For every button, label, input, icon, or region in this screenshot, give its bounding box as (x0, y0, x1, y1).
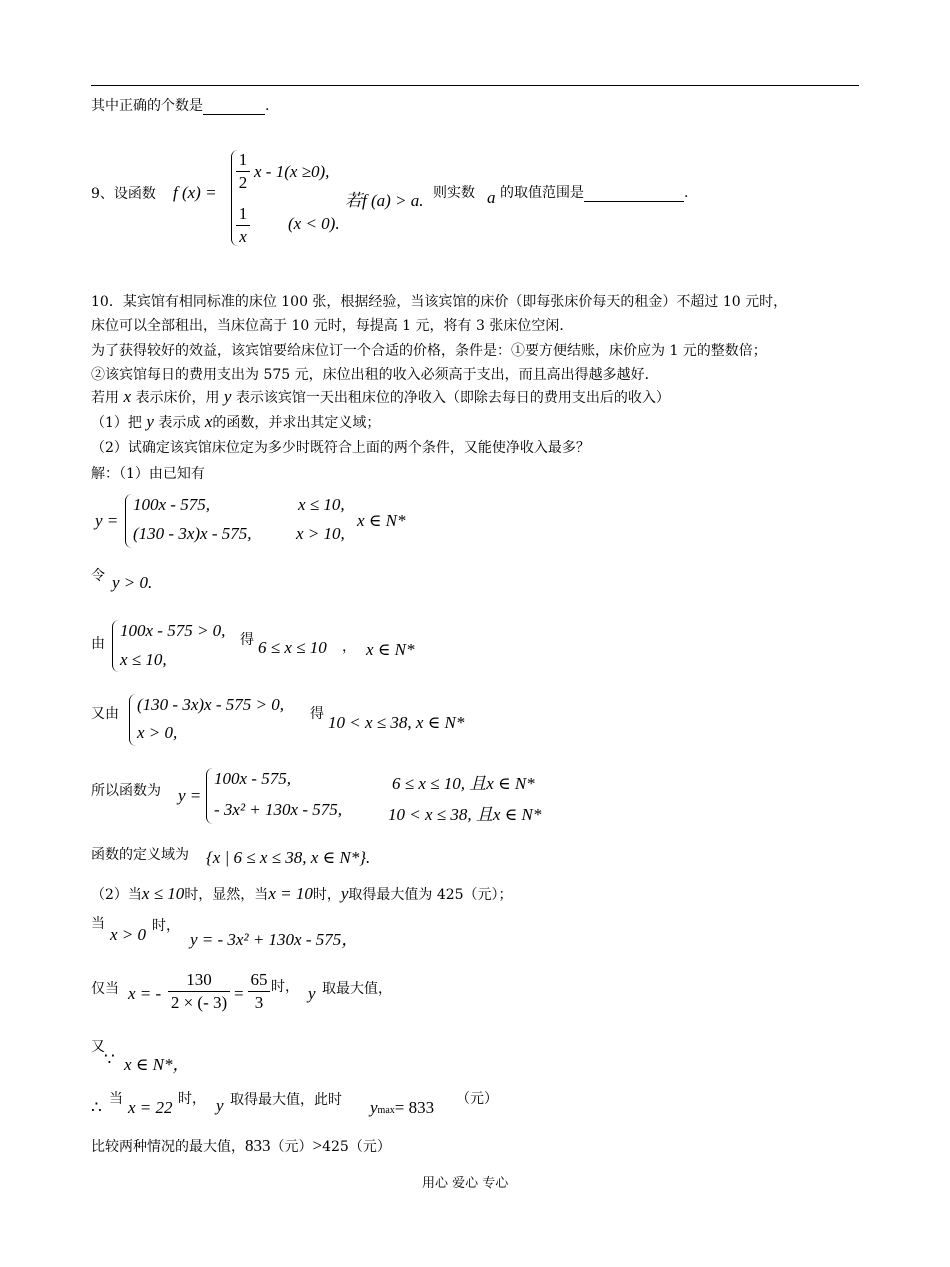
answer-blank (584, 185, 684, 202)
var-y: y (223, 387, 232, 406)
res2: 10 < x ≤ 38, x ∈ N* (328, 713, 465, 732)
you3-expr: x ∈ N* (124, 1055, 173, 1074)
q9-case2: (x < 0). (288, 214, 340, 233)
t: 若用 (91, 390, 119, 406)
t: 表示该宾馆一天出租床位的净收入（即除去每日的费用支出后的收入） (235, 390, 670, 406)
de-label: 得 (240, 632, 254, 648)
dang-shi: 时， (152, 918, 180, 934)
dang-label: 当 (91, 916, 105, 932)
q9-frac-half (236, 150, 250, 193)
t: （1）把 (91, 415, 142, 431)
sys2-brace (129, 694, 136, 746)
frac-den: x (239, 227, 247, 246)
domain-end: . (366, 848, 371, 867)
t: （2）当 (91, 887, 142, 903)
sys2-b: x > 0, (137, 723, 178, 742)
q9-var-a: a (487, 188, 496, 207)
q10-sub1 (91, 412, 380, 432)
eq1-case1: 100x - 575, (133, 495, 210, 514)
f-case2: - 3x² + 130x - 575, (214, 800, 342, 819)
f-case1: 100x - 575, (214, 769, 291, 788)
jin-y: y (308, 984, 316, 1003)
part2-line1 (91, 884, 513, 904)
yuan-label: （元） (456, 1091, 498, 1107)
page-footer: 用心 爱心 专心 (422, 1176, 509, 1191)
q9-label: 9、设函数 (91, 186, 156, 202)
q9-text: 则实数 (433, 185, 475, 201)
eq1-y: y = (95, 511, 119, 530)
frac-num: 1 (238, 204, 248, 223)
t: 比较两种情况的最大值， (91, 1139, 245, 1155)
therefore-symbol: ∴ (91, 1098, 102, 1117)
jin-frac2 (248, 970, 270, 1013)
solution-intro: 解：（1）由已知有 (91, 466, 205, 482)
m: x = 10 (268, 884, 313, 903)
frac-bar (168, 991, 230, 992)
f-case2-cond: 10 < x ≤ 38, 且x ∈ N* (388, 805, 542, 824)
compare-line (91, 1136, 391, 1156)
frac-num: 65 (250, 970, 268, 989)
jin-label: 仅当 (91, 981, 119, 997)
you3-label: 又 (91, 1039, 105, 1055)
dang-eq (190, 925, 358, 950)
answer-blank (203, 98, 265, 115)
q9-frac-x (236, 204, 250, 247)
q9-end: . (684, 185, 689, 201)
frac-bar (236, 171, 250, 172)
de2-label: 得 (310, 706, 324, 722)
dang-eq-expr: y = - 3x² + 130x - 575 (190, 930, 342, 949)
eq1-case2-cond: x > 10, (296, 524, 345, 543)
dang2-y: y (216, 1096, 224, 1115)
ling-label: 令 (91, 568, 105, 584)
you3-end: ， (172, 1055, 190, 1074)
ling-expr: y > 0 (112, 573, 149, 592)
jin-eq: = (234, 984, 244, 1003)
text-line-correct-count (91, 95, 269, 115)
frac-num: 1 (238, 150, 248, 169)
f-y: y = (178, 786, 202, 805)
m: x ≤ 10 (141, 884, 185, 903)
t: 表示床价，用 (135, 390, 220, 406)
dang-end: ， (341, 930, 359, 949)
t: （元） (270, 1139, 313, 1155)
q9-condition: 若f (a) > a. (345, 191, 424, 210)
ling-math (112, 573, 152, 593)
frac-bar (248, 991, 270, 992)
q9-tail-text: 的取值范围是 (500, 185, 584, 201)
dang2-label: 当 (109, 1091, 123, 1107)
var-x: x (123, 387, 131, 406)
q9-tail (500, 182, 688, 202)
t: 时， (312, 887, 341, 903)
jin-shi: 时， (271, 979, 299, 995)
t: 表示成 (158, 415, 201, 431)
domain-set (206, 848, 370, 868)
you3-math (124, 1050, 189, 1075)
youyou-label: 又由 (91, 706, 119, 722)
ymax-y: y (370, 1098, 378, 1117)
q10-line4: ②该宾馆每日的费用支出为 575 元，床位出租的收入必须高于支出，而且高出得越多越好． (91, 367, 659, 383)
dang2-math: x = 22 (128, 1098, 173, 1117)
jin-x: x = - (128, 984, 162, 1003)
var-y: y (146, 412, 154, 431)
jin-frac1 (168, 970, 230, 1013)
domain-set-expr: {x | 6 ≤ x ≤ 38, x ∈ N*} (206, 848, 366, 867)
sys2-a: (130 - 3x)x - 575 > 0, (137, 695, 284, 714)
p1-text: 其中正确的个数是 (91, 98, 203, 114)
eq1-brace (125, 494, 132, 548)
q10-line5 (91, 387, 670, 407)
t: 取得最大值为 425（元）； (348, 887, 513, 903)
res1-domain: x ∈ N* (366, 640, 415, 659)
q10-line3: 为了获得较好的效益，该宾馆要给床位订一个合适的价格，条件是：①要方便结账，床价应为 1 元的整数倍； (91, 343, 767, 359)
sys1-a: 100x - 575 > 0, (120, 621, 226, 640)
frac-bar (236, 225, 250, 226)
eq1-domain: x ∈ N* (357, 511, 406, 530)
frac-num: 130 (186, 970, 212, 989)
gt: > (312, 1136, 323, 1155)
sys1-b: x ≤ 10, (120, 650, 167, 669)
m: 833 (245, 1136, 271, 1155)
dang2-tail: 取得最大值，此时 (230, 1092, 342, 1108)
ymax-sub: max (377, 1105, 395, 1116)
f-case1-cond: 6 ≤ x ≤ 10, 且x ∈ N* (392, 774, 535, 793)
var-y: y (340, 884, 349, 903)
eq1-case2: (130 - 3x)x - 575, (133, 524, 252, 543)
because-symbol: ∵ (104, 1050, 115, 1069)
t: 时，显然，当 (184, 887, 269, 903)
jin-tail: 取最大值， (322, 981, 392, 997)
q9-fx: f (x) = (173, 183, 217, 202)
frac-den: 2 (238, 173, 248, 192)
res1-sep: ， (342, 639, 356, 655)
you-label: 由 (91, 636, 105, 652)
header-rule (91, 85, 859, 86)
ling-end: . (148, 573, 153, 592)
dang-math: x > 0 (110, 925, 147, 944)
frac-den: 2 × (- 3) (170, 993, 228, 1012)
q10-sub2: （2）试确定该宾馆床位定为多少时既符合上面的两个条件，又能使净收入最多？ (91, 440, 590, 456)
t: 425（元） (322, 1139, 391, 1155)
var-x: x (204, 412, 213, 431)
res1: 6 ≤ x ≤ 10 (258, 638, 327, 657)
t: 的函数，并求出其定义域； (212, 415, 381, 431)
ymax-val: = 833 (394, 1098, 435, 1117)
q10-line2: 床位可以全部租出，当床位高于 10 元时，每提高 1 元，将有 3 张床位空闲． (91, 318, 574, 334)
q10-line1: 10．某宾馆有相同标准的床位 100 张，根据经验，当该宾馆的床价（即每张床价每天的租金）不超过 10 元时， (91, 294, 788, 310)
frac-den: 3 (254, 993, 264, 1012)
dang2-shi: 时， (178, 1091, 206, 1107)
eq1-case1-cond: x ≤ 10, (298, 495, 345, 514)
sys1-brace (112, 620, 119, 672)
q9-case1: x - 1(x ≥0), (254, 162, 330, 181)
p1-end: . (265, 98, 270, 114)
suoyi-label: 所以函数为 (91, 783, 161, 799)
domain-label: 函数的定义域为 (91, 847, 189, 863)
f-brace (206, 768, 213, 824)
ymax-expr (370, 1098, 434, 1118)
